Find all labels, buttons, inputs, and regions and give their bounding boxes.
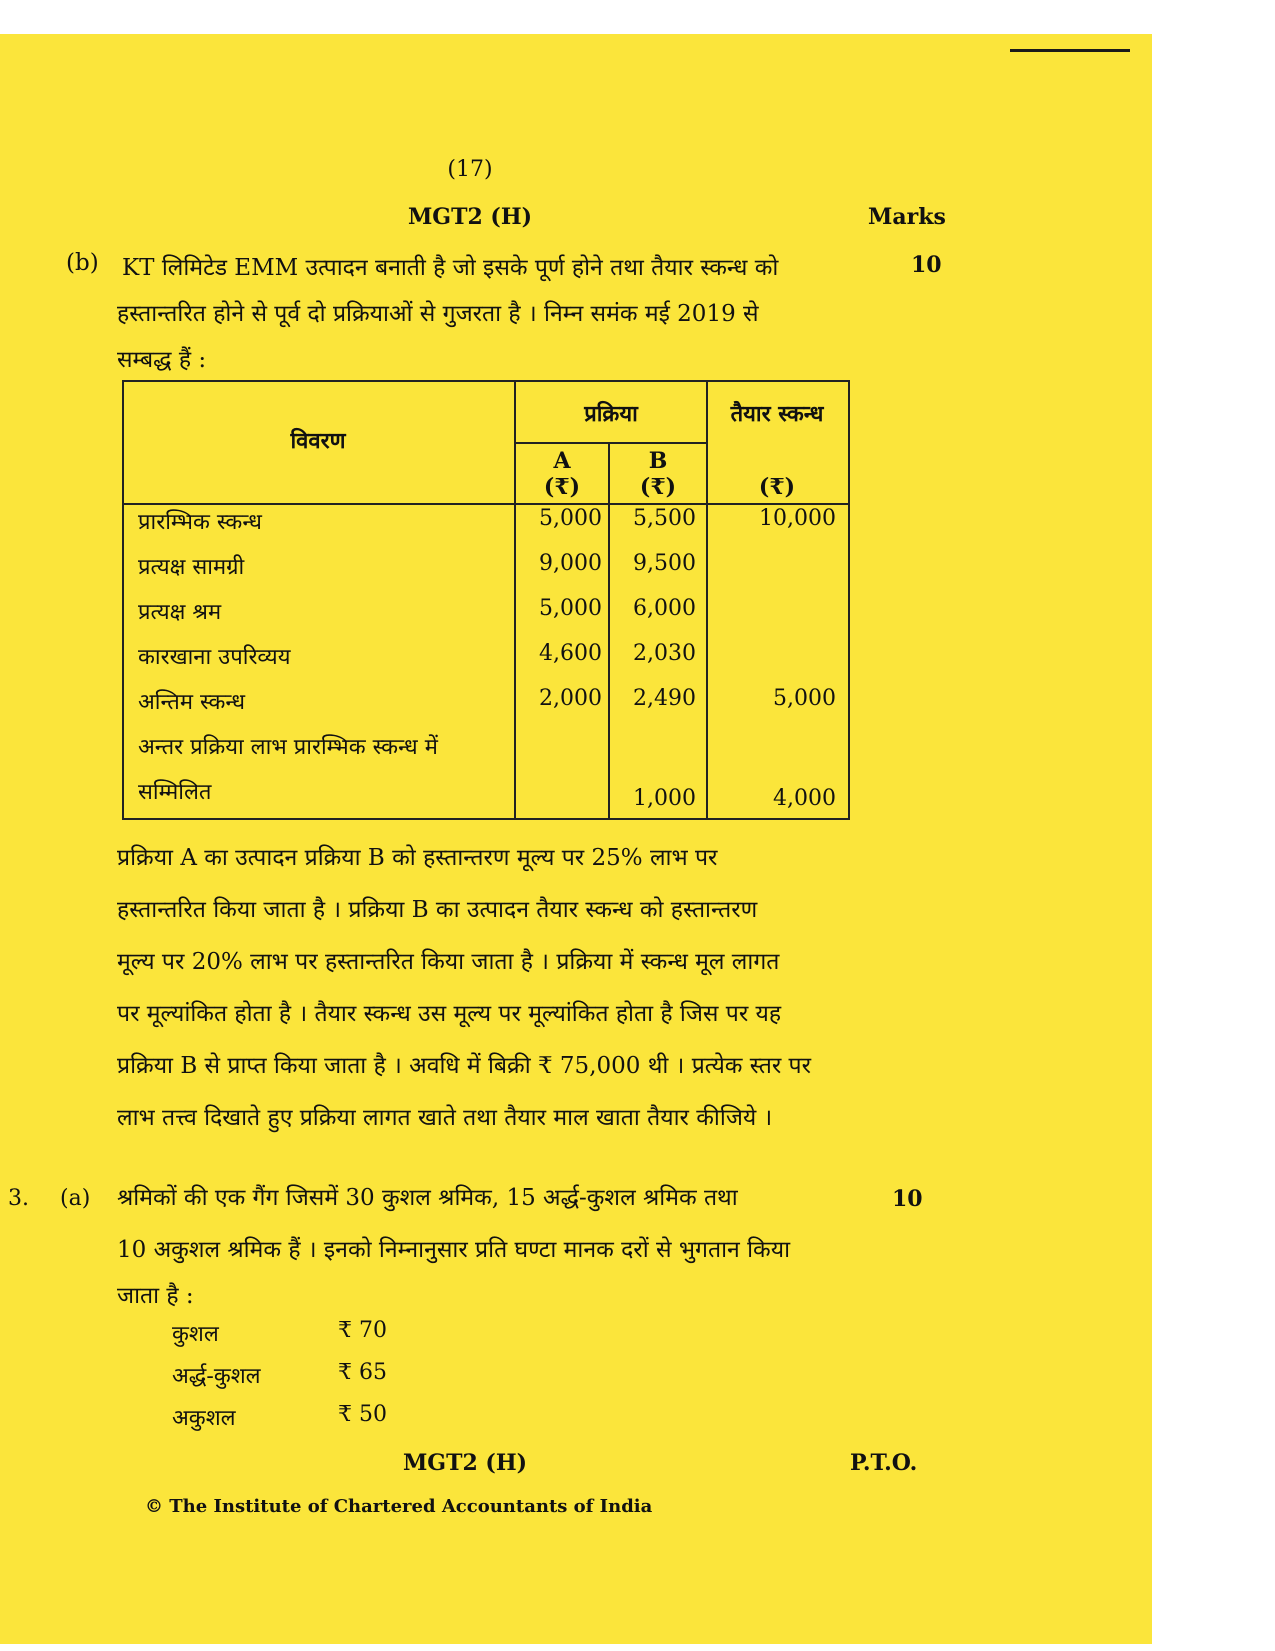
q2b-label: (b) <box>66 250 99 276</box>
header-finished-stock: तैयार स्कन्ध <box>730 401 824 427</box>
q2b-para-line: मूल्य पर 20% लाभ पर हस्तान्तरित किया जाता है । प्रक्रिया में स्कन्ध मूल लागत <box>117 949 780 975</box>
q2b-marks: 10 <box>911 252 942 278</box>
cell-a-direct-labour: 5,000 <box>539 596 602 621</box>
header-col-a: A <box>553 448 571 474</box>
q2b-intro-line1: KT लिमिटेड EMM उत्पादन बनाती है जो इसके पूर्ण होने तथा तैयार स्कन्ध को <box>122 255 779 281</box>
cell-b-factory-overhead: 2,030 <box>633 641 696 666</box>
paper-code-header: MGT2 (H) <box>407 204 533 230</box>
header-particulars: विवरण <box>290 428 346 454</box>
q2b-para-line: हस्तान्तरित किया जाता है । प्रक्रिया B का उत्पादन तैयार स्कन्ध को हस्तान्तरण <box>117 897 758 923</box>
cell-fs-opening-stock: 10,000 <box>759 506 836 531</box>
q2b-intro-line2: हस्तान्तरित होने से पूर्व दो प्रक्रियाओं से गुजरता है । निम्न समंक मई 2019 से <box>117 301 759 327</box>
cell-b-inter-process-profit: 1,000 <box>633 786 696 811</box>
q2b-para-line: प्रक्रिया B से प्राप्त किया जाता है । अवधि में बिक्री ₹ 75,000 थी । प्रत्येक स्तर पर <box>117 1053 812 1079</box>
header-col-b: B <box>648 448 668 474</box>
rate-category-semi-skilled: अर्द्ध-कुशल <box>172 1364 261 1389</box>
marks-label: Marks <box>868 204 946 230</box>
cell-b-direct-labour: 6,000 <box>633 596 696 621</box>
cell-a-opening-stock: 5,000 <box>539 506 602 531</box>
q3a-line3: जाता है : <box>117 1283 194 1309</box>
row-label-inter-process-profit-l2: सम्मिलित <box>138 780 212 805</box>
rate-value-semi-skilled: ₹ 65 <box>338 1360 387 1385</box>
cell-b-opening-stock: 5,500 <box>633 506 696 531</box>
top-rule <box>1010 49 1130 52</box>
cell-b-direct-material: 9,500 <box>633 551 696 576</box>
q3a-line1: श्रमिकों की एक गैंग जिसमें 30 कुशल श्रमिक, 15 अर्द्ध-कुशल श्रमिक तथा <box>117 1185 738 1211</box>
paper-code-footer: MGT2 (H) <box>402 1450 528 1476</box>
q2b-para-line: लाभ तत्त्व दिखाते हुए प्रक्रिया लागत खाते तथा तैयार माल खाता तैयार कीजिये । <box>117 1105 773 1131</box>
header-process: प्रक्रिया <box>584 401 638 427</box>
cell-fs-inter-process-profit: 4,000 <box>773 786 836 811</box>
row-label-factory-overhead: कारखाना उपरिव्यय <box>138 645 291 670</box>
rate-category-unskilled: अकुशल <box>172 1406 236 1431</box>
cell-fs-closing-stock: 5,000 <box>773 686 836 711</box>
copyright-notice: © The Institute of Chartered Accountants of India <box>145 1496 653 1517</box>
q2b-para-line: प्रक्रिया A का उत्पादन प्रक्रिया B को हस्तान्तरण मूल्य पर 25% लाभ पर <box>117 845 718 871</box>
row-label-opening-stock: प्रारम्भिक स्कन्ध <box>138 510 262 535</box>
currency-col-a: (₹) <box>543 474 581 500</box>
q3a-text <box>117 1172 853 1316</box>
cell-a-direct-material: 9,000 <box>539 551 602 576</box>
q2b-intro-line3: सम्बद्ध हैं : <box>117 347 207 373</box>
q3a-marks: 10 <box>892 1186 923 1212</box>
cell-a-factory-overhead: 4,600 <box>539 641 602 666</box>
q2b-instructions <box>117 832 853 1144</box>
rate-category-skilled: कुशल <box>172 1322 219 1347</box>
row-label-direct-material: प्रत्यक्ष सामग्री <box>138 555 245 580</box>
rate-value-skilled: ₹ 70 <box>338 1318 387 1343</box>
rate-value-unskilled: ₹ 50 <box>338 1402 387 1427</box>
row-label-inter-process-profit-l1: अन्तर प्रक्रिया लाभ प्रारम्भिक स्कन्ध में <box>138 735 438 760</box>
cell-a-closing-stock: 2,000 <box>539 686 602 711</box>
currency-col-b: (₹) <box>639 474 677 500</box>
q2b-para-line: पर मूल्यांकित होता है । तैयार स्कन्ध उस मूल्य पर मूल्यांकित होता है जिस पर यह <box>117 1001 782 1027</box>
cell-b-closing-stock: 2,490 <box>633 686 696 711</box>
currency-col-fs: (₹) <box>758 474 796 500</box>
q3a-label: (a) <box>60 1186 91 1211</box>
pto-label: P.T.O. <box>850 1450 918 1476</box>
q3a-line2: 10 अकुशल श्रमिक हैं । इनको निम्नानुसार प्रति घण्टा मानक दरों से भुगतान किया <box>117 1237 791 1263</box>
row-label-direct-labour: प्रत्यक्ष श्रम <box>138 600 222 625</box>
page-number: (17) <box>447 157 493 182</box>
row-label-closing-stock: अन्तिम स्कन्ध <box>138 690 246 715</box>
q3-number: 3. <box>8 1186 29 1211</box>
